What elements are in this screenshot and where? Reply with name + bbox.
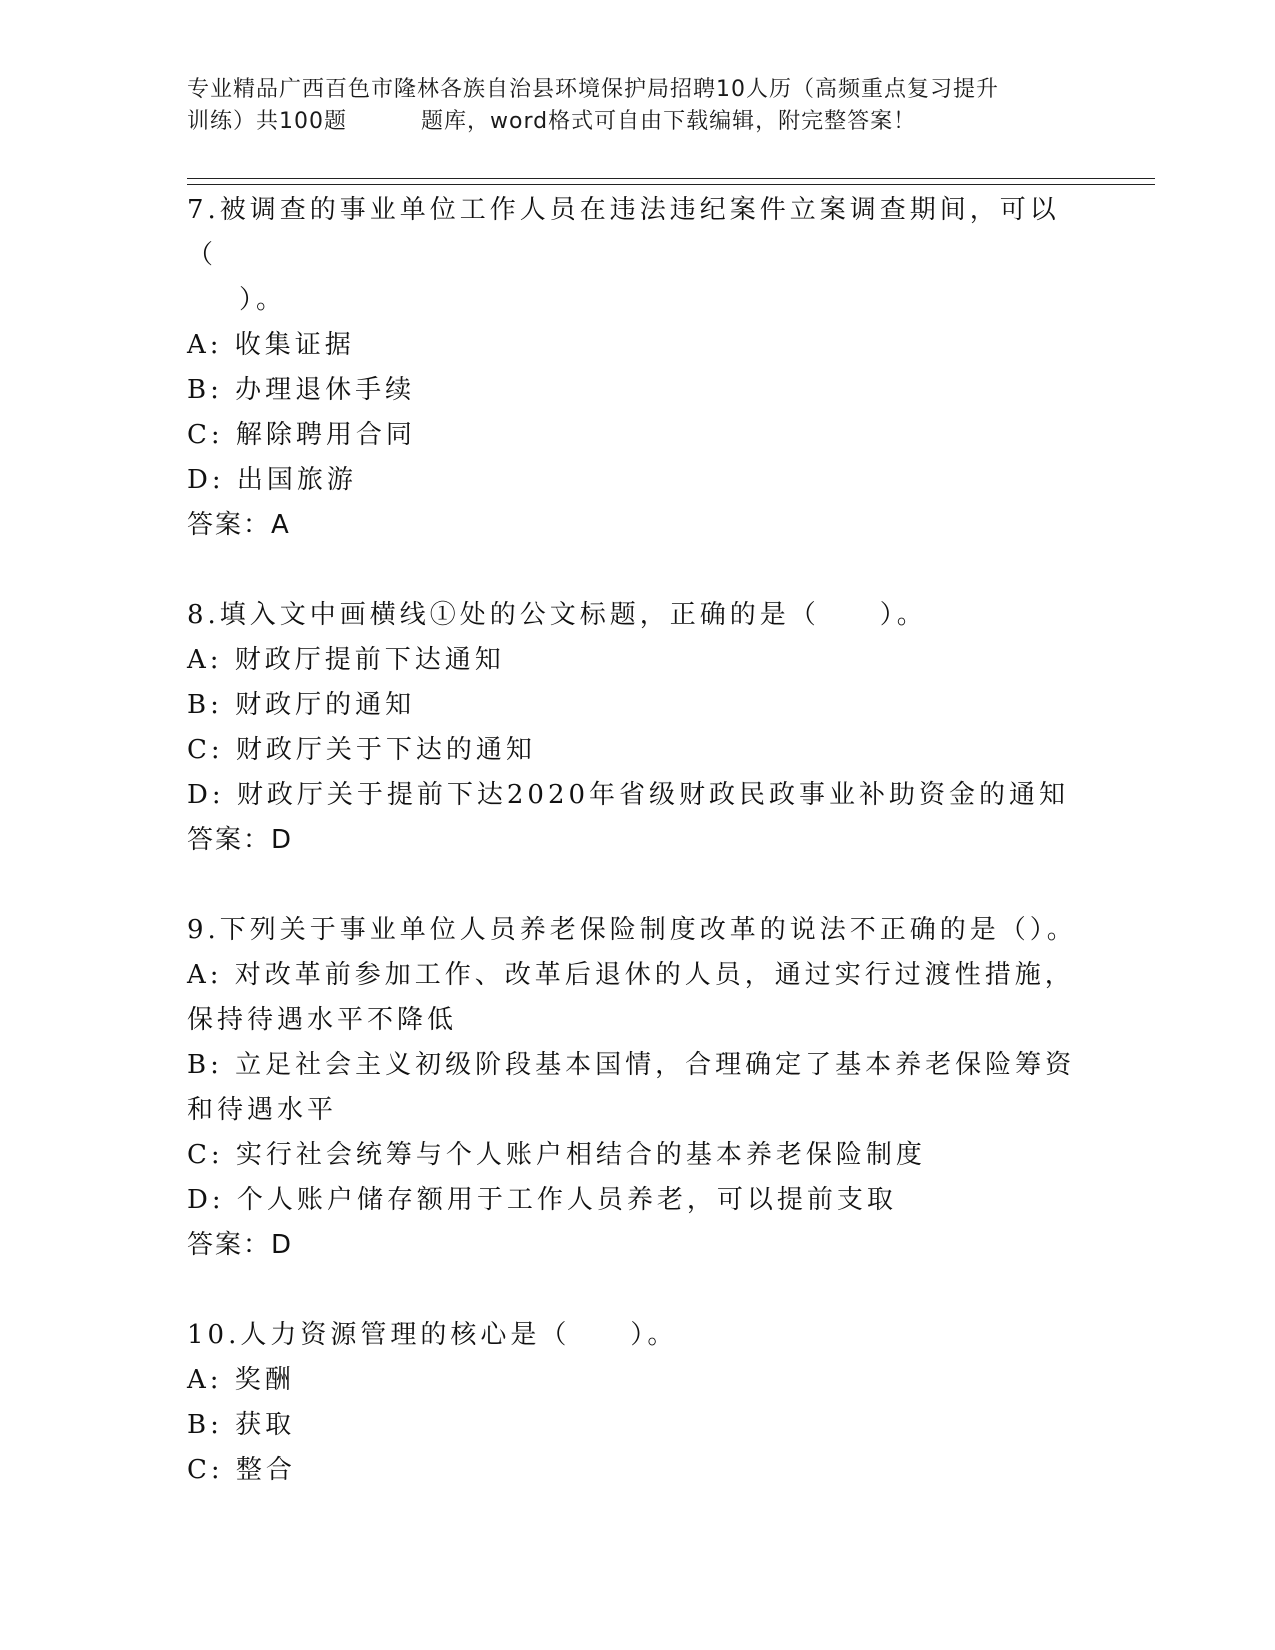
question-stem-text: 7.被调查的事业单位工作人员在违法违纪案件立案调查期间，可以（ xyxy=(187,195,1060,270)
option-c: C: 财政厅关于下达的通知 xyxy=(187,735,536,765)
document-header xyxy=(187,74,1067,138)
header-divider-top xyxy=(187,178,1155,179)
question-stem: 8.填入文中画横线①处的公文标题，正确的是（ ）。 xyxy=(187,600,927,630)
question-8 xyxy=(187,593,1087,863)
option-c: C: 整合 xyxy=(187,1455,296,1485)
question-stem: 9.下列关于事业单位人员养老保险制度改革的说法不正确的是（）。 xyxy=(187,915,1077,945)
question-7 xyxy=(187,188,1087,548)
question-stem-continuation: ）。 xyxy=(239,285,287,315)
question-stem xyxy=(187,188,1087,323)
header-title-part1: 训练）共100题 xyxy=(187,109,347,134)
answer-line: 答案：D xyxy=(187,825,294,855)
option-a: A: 对改革前参加工作、改革后退休的人员，通过实行过渡性措施，保持待遇水平不降低 xyxy=(187,960,1075,1035)
header-divider-bottom xyxy=(187,184,1155,185)
option-c: C: 解除聘用合同 xyxy=(187,420,416,450)
option-d: D: 出国旅游 xyxy=(187,465,357,495)
question-10 xyxy=(187,1313,1087,1493)
option-b: B: 立足社会主义初级阶段基本国情，合理确定了基本养老保险筹资和待遇水平 xyxy=(187,1050,1076,1125)
option-b: B: 获取 xyxy=(187,1410,296,1440)
option-a: A: 财政厅提前下达通知 xyxy=(187,645,505,675)
option-c: C: 实行社会统筹与个人账户相结合的基本养老保险制度 xyxy=(187,1140,926,1170)
option-a: A: 收集证据 xyxy=(187,330,355,360)
question-list xyxy=(187,188,1087,1493)
option-d: D: 财政厅关于提前下达2020年省级财政民政事业补助资金的通知 xyxy=(187,780,1070,810)
answer-line: 答案：D xyxy=(187,1230,294,1260)
answer-line: 答案：A xyxy=(187,510,291,540)
question-9 xyxy=(187,908,1087,1268)
header-title-line2 xyxy=(187,106,1067,138)
option-a: A: 奖酬 xyxy=(187,1365,295,1395)
question-stem: 10.人力资源管理的核心是（ ）。 xyxy=(187,1320,678,1350)
header-title-part2: 题库，word格式可自由下载编辑，附完整答案！ xyxy=(421,109,917,134)
option-b: B: 财政厅的通知 xyxy=(187,690,416,720)
option-d: D: 个人账户储存额用于工作人员养老，可以提前支取 xyxy=(187,1185,897,1215)
header-title-line1: 专业精品广西百色市隆林各族自治县环境保护局招聘10人历（高频重点复习提升 xyxy=(187,77,999,102)
option-b: B: 办理退休手续 xyxy=(187,375,416,405)
